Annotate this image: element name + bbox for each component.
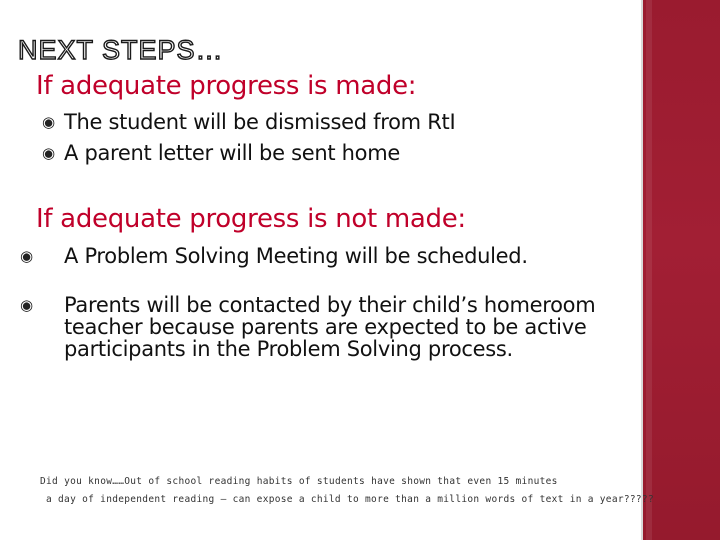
side-panel: [643, 0, 720, 540]
side-panel-highlight: [646, 0, 652, 540]
bullet-problem-solving-meeting: [20, 244, 602, 268]
slide-title: NEXT STEPS…: [18, 35, 224, 65]
bullet-text: Parents will be contacted by their child’s homeroom teacher because parents are expected to be active participants in the Problem Solving process.: [64, 293, 596, 361]
heading-progress-made: If adequate progress is made:: [36, 71, 417, 101]
bullet-parent-letter: [42, 142, 400, 164]
bullet-dismissed: [42, 111, 455, 133]
heading-progress-not-made: If adequate progress is not made:: [36, 204, 466, 234]
did-you-know-line-1: Did you know……Out of school reading habits of students have shown that even 15 minutes: [40, 476, 558, 487]
bullet-parents-contacted: [20, 293, 602, 361]
did-you-know-line-2: a day of independent reading – can expose a child to more than a million words of text in a year?????: [46, 494, 654, 505]
radio-bullet-icon: ◉: [42, 144, 55, 162]
bullet-text: A parent letter will be sent home: [64, 141, 400, 165]
radio-bullet-icon: ◉: [42, 113, 55, 131]
bullet-text: A Problem Solving Meeting will be scheduled.: [64, 244, 528, 268]
bullet-text: The student will be dismissed from RtI: [64, 110, 456, 134]
radio-bullet-icon: ◉: [20, 296, 33, 314]
radio-bullet-icon: ◉: [20, 247, 33, 265]
